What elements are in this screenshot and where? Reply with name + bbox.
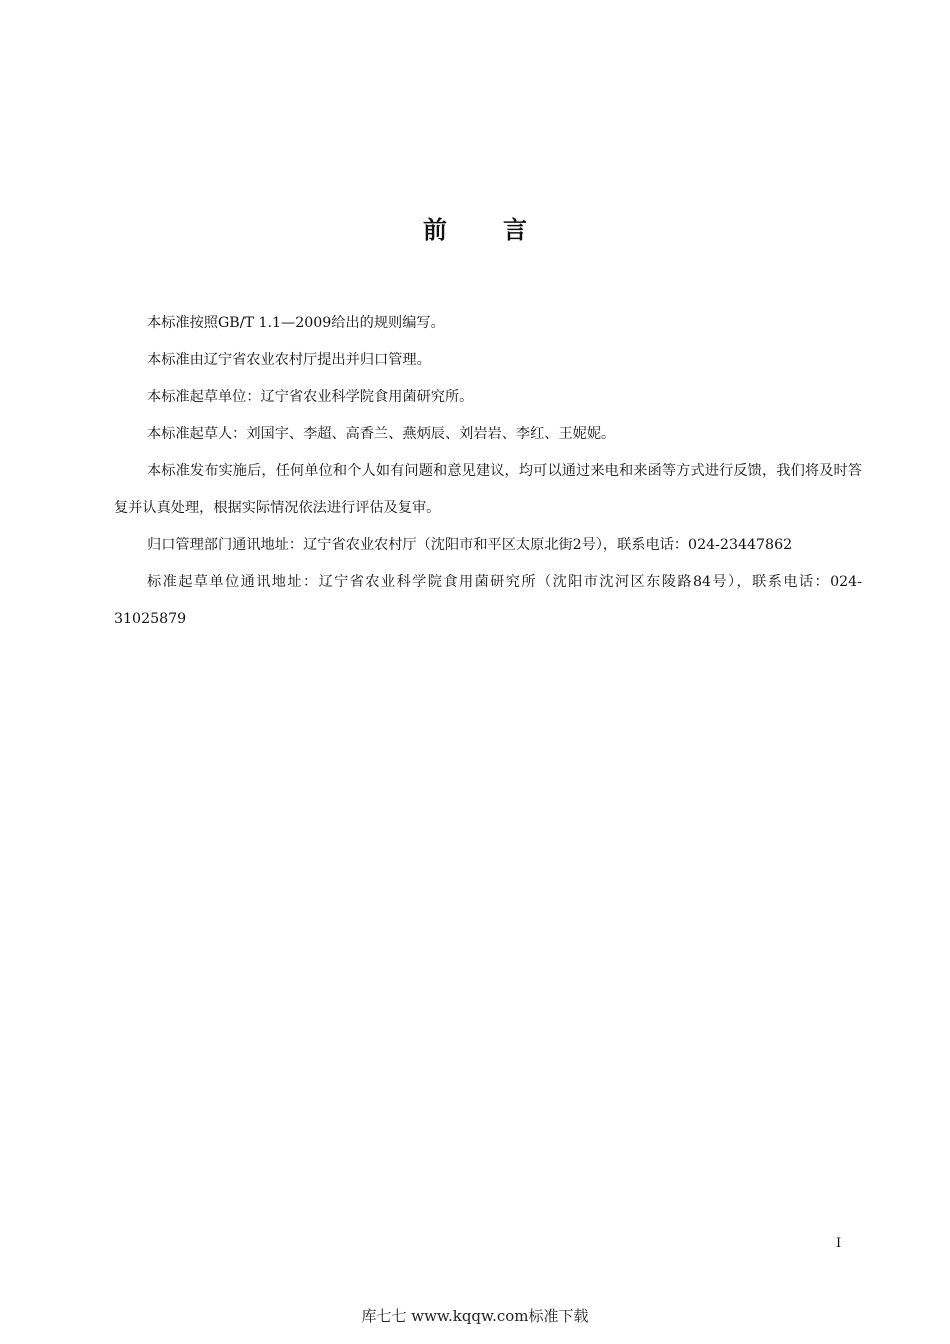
page-title-char-1: 前 <box>423 216 447 244</box>
paragraph-feedback: 本标准发布实施后，任何单位和个人如有问题和意见建议，均可以通过来电和来函等方式进行反馈，我们将及时答复并认真处理，根据实际情况依法进行评估及复审。 <box>114 463 862 516</box>
paragraph-authority-address: 归口管理部门通讯地址：辽宁省农业农村厅（沈阳市和平区太原北街2号），联系电话：024-23447862 <box>147 537 793 553</box>
page-title-char-2: 言 <box>503 216 527 244</box>
paragraph-drafters: 本标准起草人：刘国宇、李超、高香兰、燕炳辰、刘岩岩、李红、王妮妮。 <box>147 426 616 442</box>
page-number: I <box>836 1236 842 1251</box>
paragraph-proposer: 本标准由辽宁省农业农村厅提出并归口管理。 <box>147 352 431 368</box>
paragraph-drafting-rules: 本标准按照GB/T 1.1—2009给出的规则编写。 <box>147 315 445 331</box>
foreword-body <box>114 305 862 638</box>
page-title <box>0 210 950 245</box>
footer-watermark: 库七七 www.kqqw.com标准下载 <box>361 1307 589 1325</box>
paragraph-drafting-unit: 本标准起草单位：辽宁省农业科学院食用菌研究所。 <box>147 389 474 405</box>
paragraph-drafting-unit-address: 标准起草单位通讯地址：辽宁省农业科学院食用菌研究所（沈阳市沈河区东陵路84号），联系电话：024-31025879 <box>114 574 862 627</box>
